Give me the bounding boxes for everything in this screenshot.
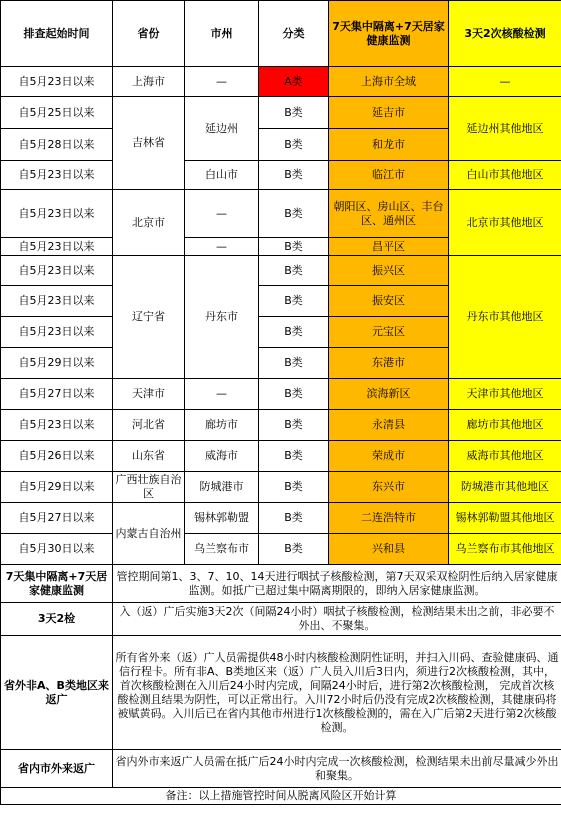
class-cell: B类 <box>259 441 329 472</box>
province-cell: 山东省 <box>113 441 185 472</box>
note-text-test: 入（返）广后实施3天2次（间隔24小时）咽拭子核酸检测，检测结果未出之前，非必要不外出、不聚集。 <box>113 603 561 636</box>
note-label-non-ab: 省外非A、B类地区来返广 <box>1 636 113 750</box>
city-cell: 防城港市 <box>185 472 259 503</box>
table-row <box>1 503 561 534</box>
isolation-area-cell: 振兴区 <box>329 256 449 286</box>
note-text-non-ab: 所有省外来（返）广人员需提供48小时内核酸检测阴性证明，并扫入川码、查验健康码、通信行程卡。所有非A、B类地区来（返）广人员入川后3日内，须进行2次核酸检测，其中，首次核酸检测在入川后24小时内完成，间隔24小时后，进行第2次核酸检测， 完成首次核酸检测且结果为阴性，可以正常出行。入川72小时后仍没有完成2次核酸检测，其健康码将被赋黄码。入川后已在省内其他市州进行1次核酸检测的，需在入广后第2天进行第2次核酸检测。 <box>113 636 561 750</box>
start-time-cell: 自5月23日以来 <box>1 238 113 256</box>
class-cell: B类 <box>259 129 329 161</box>
class-cell: A类 <box>259 67 329 97</box>
city-cell: 白山市 <box>185 161 259 190</box>
isolation-area-cell: 上海市全域 <box>329 67 449 97</box>
province-cell: 上海市 <box>113 67 185 97</box>
province-cell: 吉林省 <box>113 97 185 190</box>
isolation-area-cell: 东港市 <box>329 348 449 379</box>
isolation-area-cell: 东兴市 <box>329 472 449 503</box>
note-row <box>1 750 561 788</box>
class-cell: B类 <box>259 286 329 317</box>
class-cell: B类 <box>259 190 329 238</box>
start-time-cell: 自5月29日以来 <box>1 472 113 503</box>
test-area-cell: 廊坊市其他地区 <box>449 410 561 441</box>
province-cell: 广西壮族自治区 <box>113 472 185 503</box>
table-row <box>1 256 561 286</box>
city-cell: 威海市 <box>185 441 259 472</box>
table-row <box>1 161 561 190</box>
start-time-cell: 自5月23日以来 <box>1 190 113 238</box>
class-cell: B类 <box>259 161 329 190</box>
test-area-cell: 威海市其他地区 <box>449 441 561 472</box>
start-time-cell: 自5月23日以来 <box>1 256 113 286</box>
isolation-area-cell: 和龙市 <box>329 129 449 161</box>
header-city: 市州 <box>185 1 259 67</box>
isolation-area-cell: 延吉市 <box>329 97 449 129</box>
note-row <box>1 603 561 636</box>
test-area-cell: 白山市其他地区 <box>449 161 561 190</box>
header-isolation: 7天集中隔离+7天居家健康监测 <box>329 1 449 67</box>
header-test: 3天2次核酸检测 <box>449 1 561 67</box>
table-row <box>1 379 561 410</box>
start-time-cell: 自5月26日以来 <box>1 441 113 472</box>
note-row <box>1 565 561 603</box>
isolation-area-cell: 荣成市 <box>329 441 449 472</box>
class-cell: B类 <box>259 317 329 348</box>
test-area-cell: 乌兰察布市其他地区 <box>449 534 561 565</box>
test-area-cell: 北京市其他地区 <box>449 190 561 256</box>
city-cell: — <box>185 67 259 97</box>
start-time-cell: 自5月30日以来 <box>1 534 113 565</box>
city-cell: — <box>185 190 259 238</box>
province-cell: 天津市 <box>113 379 185 410</box>
table-row <box>1 534 561 565</box>
class-cell: B类 <box>259 97 329 129</box>
note-text-isolation: 管控期间第1、3、7、10、14天进行咽拭子核酸检测，第7天双采双检阴性后纳入居家健康监测。如抵广已超过集中隔离期限的，即纳入居家健康监测。 <box>113 565 561 603</box>
table-row <box>1 472 561 503</box>
header-row <box>1 1 561 67</box>
province-cell: 辽宁省 <box>113 256 185 379</box>
start-time-cell: 自5月23日以来 <box>1 317 113 348</box>
table-row <box>1 67 561 97</box>
start-time-cell: 自5月23日以来 <box>1 67 113 97</box>
city-cell: 廊坊市 <box>185 410 259 441</box>
isolation-area-cell: 永清县 <box>329 410 449 441</box>
remark-text: 备注：以上措施管控时间从脱离风险区开始计算 <box>1 788 561 805</box>
test-area-cell: 锡林郭勒盟其他地区 <box>449 503 561 534</box>
class-cell: B类 <box>259 348 329 379</box>
city-cell: 丹东市 <box>185 256 259 379</box>
class-cell: B类 <box>259 534 329 565</box>
note-label-test: 3天2检 <box>1 603 113 636</box>
class-cell: B类 <box>259 238 329 256</box>
table-row <box>1 410 561 441</box>
header-start-time: 排查起始时间 <box>1 1 113 67</box>
class-cell: B类 <box>259 256 329 286</box>
start-time-cell: 自5月27日以来 <box>1 379 113 410</box>
province-cell: 北京市 <box>113 190 185 256</box>
header-province: 省份 <box>113 1 185 67</box>
isolation-area-cell: 元宝区 <box>329 317 449 348</box>
isolation-area-cell: 滨海新区 <box>329 379 449 410</box>
city-cell: — <box>185 238 259 256</box>
test-area-cell: 天津市其他地区 <box>449 379 561 410</box>
start-time-cell: 自5月29日以来 <box>1 348 113 379</box>
note-row <box>1 636 561 750</box>
start-time-cell: 自5月23日以来 <box>1 161 113 190</box>
test-area-cell: — <box>449 67 561 97</box>
start-time-cell: 自5月25日以来 <box>1 97 113 129</box>
class-cell: B类 <box>259 503 329 534</box>
test-area-cell: 丹东市其他地区 <box>449 256 561 379</box>
test-area-cell: 防城港市其他地区 <box>449 472 561 503</box>
test-area-cell: 延边州其他地区 <box>449 97 561 161</box>
start-time-cell: 自5月23日以来 <box>1 410 113 441</box>
start-time-cell: 自5月27日以来 <box>1 503 113 534</box>
note-label-in-province: 省内市外来返广 <box>1 750 113 788</box>
city-cell: — <box>185 379 259 410</box>
table-row <box>1 97 561 129</box>
class-cell: B类 <box>259 472 329 503</box>
remark-row <box>1 788 561 805</box>
city-cell: 锡林郭勒盟 <box>185 503 259 534</box>
province-cell: 河北省 <box>113 410 185 441</box>
note-text-in-province: 省内外市来返广人员需在抵广后24小时内完成一次核酸检测，检测结果未出前尽量减少外出和聚集。 <box>113 750 561 788</box>
isolation-area-cell: 兴和县 <box>329 534 449 565</box>
isolation-area-cell: 二连浩特市 <box>329 503 449 534</box>
start-time-cell: 自5月28日以来 <box>1 129 113 161</box>
city-cell: 延边州 <box>185 97 259 161</box>
city-cell: 乌兰察布市 <box>185 534 259 565</box>
note-label-isolation: 7天集中隔离+7天居家健康监测 <box>1 565 113 603</box>
class-cell: B类 <box>259 379 329 410</box>
isolation-area-cell: 朝阳区、房山区、丰台区、通州区 <box>329 190 449 238</box>
province-cell: 内蒙古自治州 <box>113 503 185 565</box>
table-row <box>1 190 561 238</box>
start-time-cell: 自5月23日以来 <box>1 286 113 317</box>
table-row <box>1 441 561 472</box>
isolation-area-cell: 临江市 <box>329 161 449 190</box>
isolation-area-cell: 振安区 <box>329 286 449 317</box>
isolation-area-cell: 昌平区 <box>329 238 449 256</box>
class-cell: B类 <box>259 410 329 441</box>
header-class: 分类 <box>259 1 329 67</box>
